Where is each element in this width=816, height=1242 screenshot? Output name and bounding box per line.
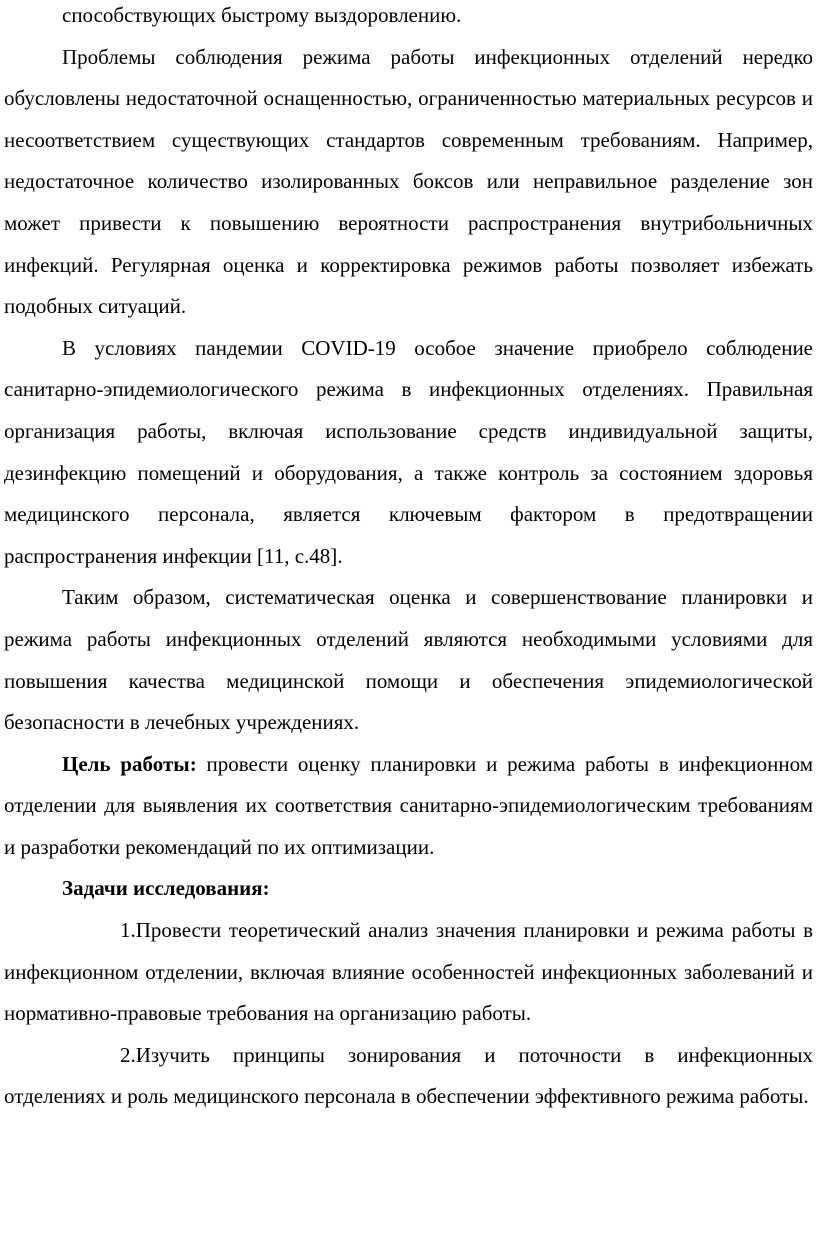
task-text: Изучить принципы зонирования и поточности в инфекционных отделениях и роль медицинского персонала в обеспечении эффективного режима работы. bbox=[4, 1042, 813, 1109]
tasks-heading bbox=[4, 868, 813, 910]
paragraph-text: Таким образом, систематическая оценка и совершенствование планировки и режима работы инфекционных отделений являются необходимыми условиями для повышения качества медицинской помощи и обеспечения эпидемиологической безопасности в лечебных учреждениях. bbox=[4, 585, 813, 735]
paragraph-text: В условиях пандемии COVID-19 особое значение приобрело соблюдение санитарно-эпидемиологического режима в инфекционных отделениях. Правильная организация работы, включая использование средств индивидуальной защиты, дезинфекцию помещений и оборудования, а также контроль за состоянием здоровья медицинского персонала, является ключевым фактором в предотвращении распространения инфекции [11, с.48]. bbox=[4, 335, 813, 568]
paragraph-goal bbox=[4, 744, 813, 869]
task-text: Провести теоретический анализ значения планировки и режима работы в инфекционном отделении, включая влияние особенностей инфекционных заболеваний и нормативно-правовые требования на организацию работы. bbox=[4, 918, 813, 1026]
paragraph-problems bbox=[4, 37, 813, 328]
paragraph-conclusion bbox=[4, 577, 813, 743]
paragraph-continuation bbox=[4, 0, 813, 37]
task-number: 1. bbox=[120, 918, 136, 943]
task-number: 2. bbox=[120, 1042, 136, 1067]
paragraph-text: Проблемы соблюдения режима работы инфекционных отделений нередко обусловлены недостаточной оснащенностью, ограниченностью материальных ресурсов и несоответствием существующих стандартов современным требованиям. Например, недостаточное количество изолированных боксов или неправильное разделение зон может привести к повышению вероятности распространения внутрибольничных инфекций. Регулярная оценка и корректировка режимов работы позволяет избежать подобных ситуаций. bbox=[4, 44, 813, 319]
task-item bbox=[4, 1035, 813, 1118]
paragraph-covid bbox=[4, 328, 813, 578]
goal-text: провести оценку планировки и режима работы в инфекционном отделении для выявления их соответствия санитарно-эпидемиологическим требованиям и разработки рекомендаций по их оптимизации. bbox=[4, 751, 813, 859]
paragraph-text: способствующих быстрому выздоровлению. bbox=[62, 3, 462, 27]
task-item bbox=[4, 910, 813, 1035]
document-body bbox=[4, 0, 813, 1118]
tasks-heading-text: Задачи исследования: bbox=[62, 876, 270, 901]
goal-label: Цель работы: bbox=[62, 751, 197, 776]
